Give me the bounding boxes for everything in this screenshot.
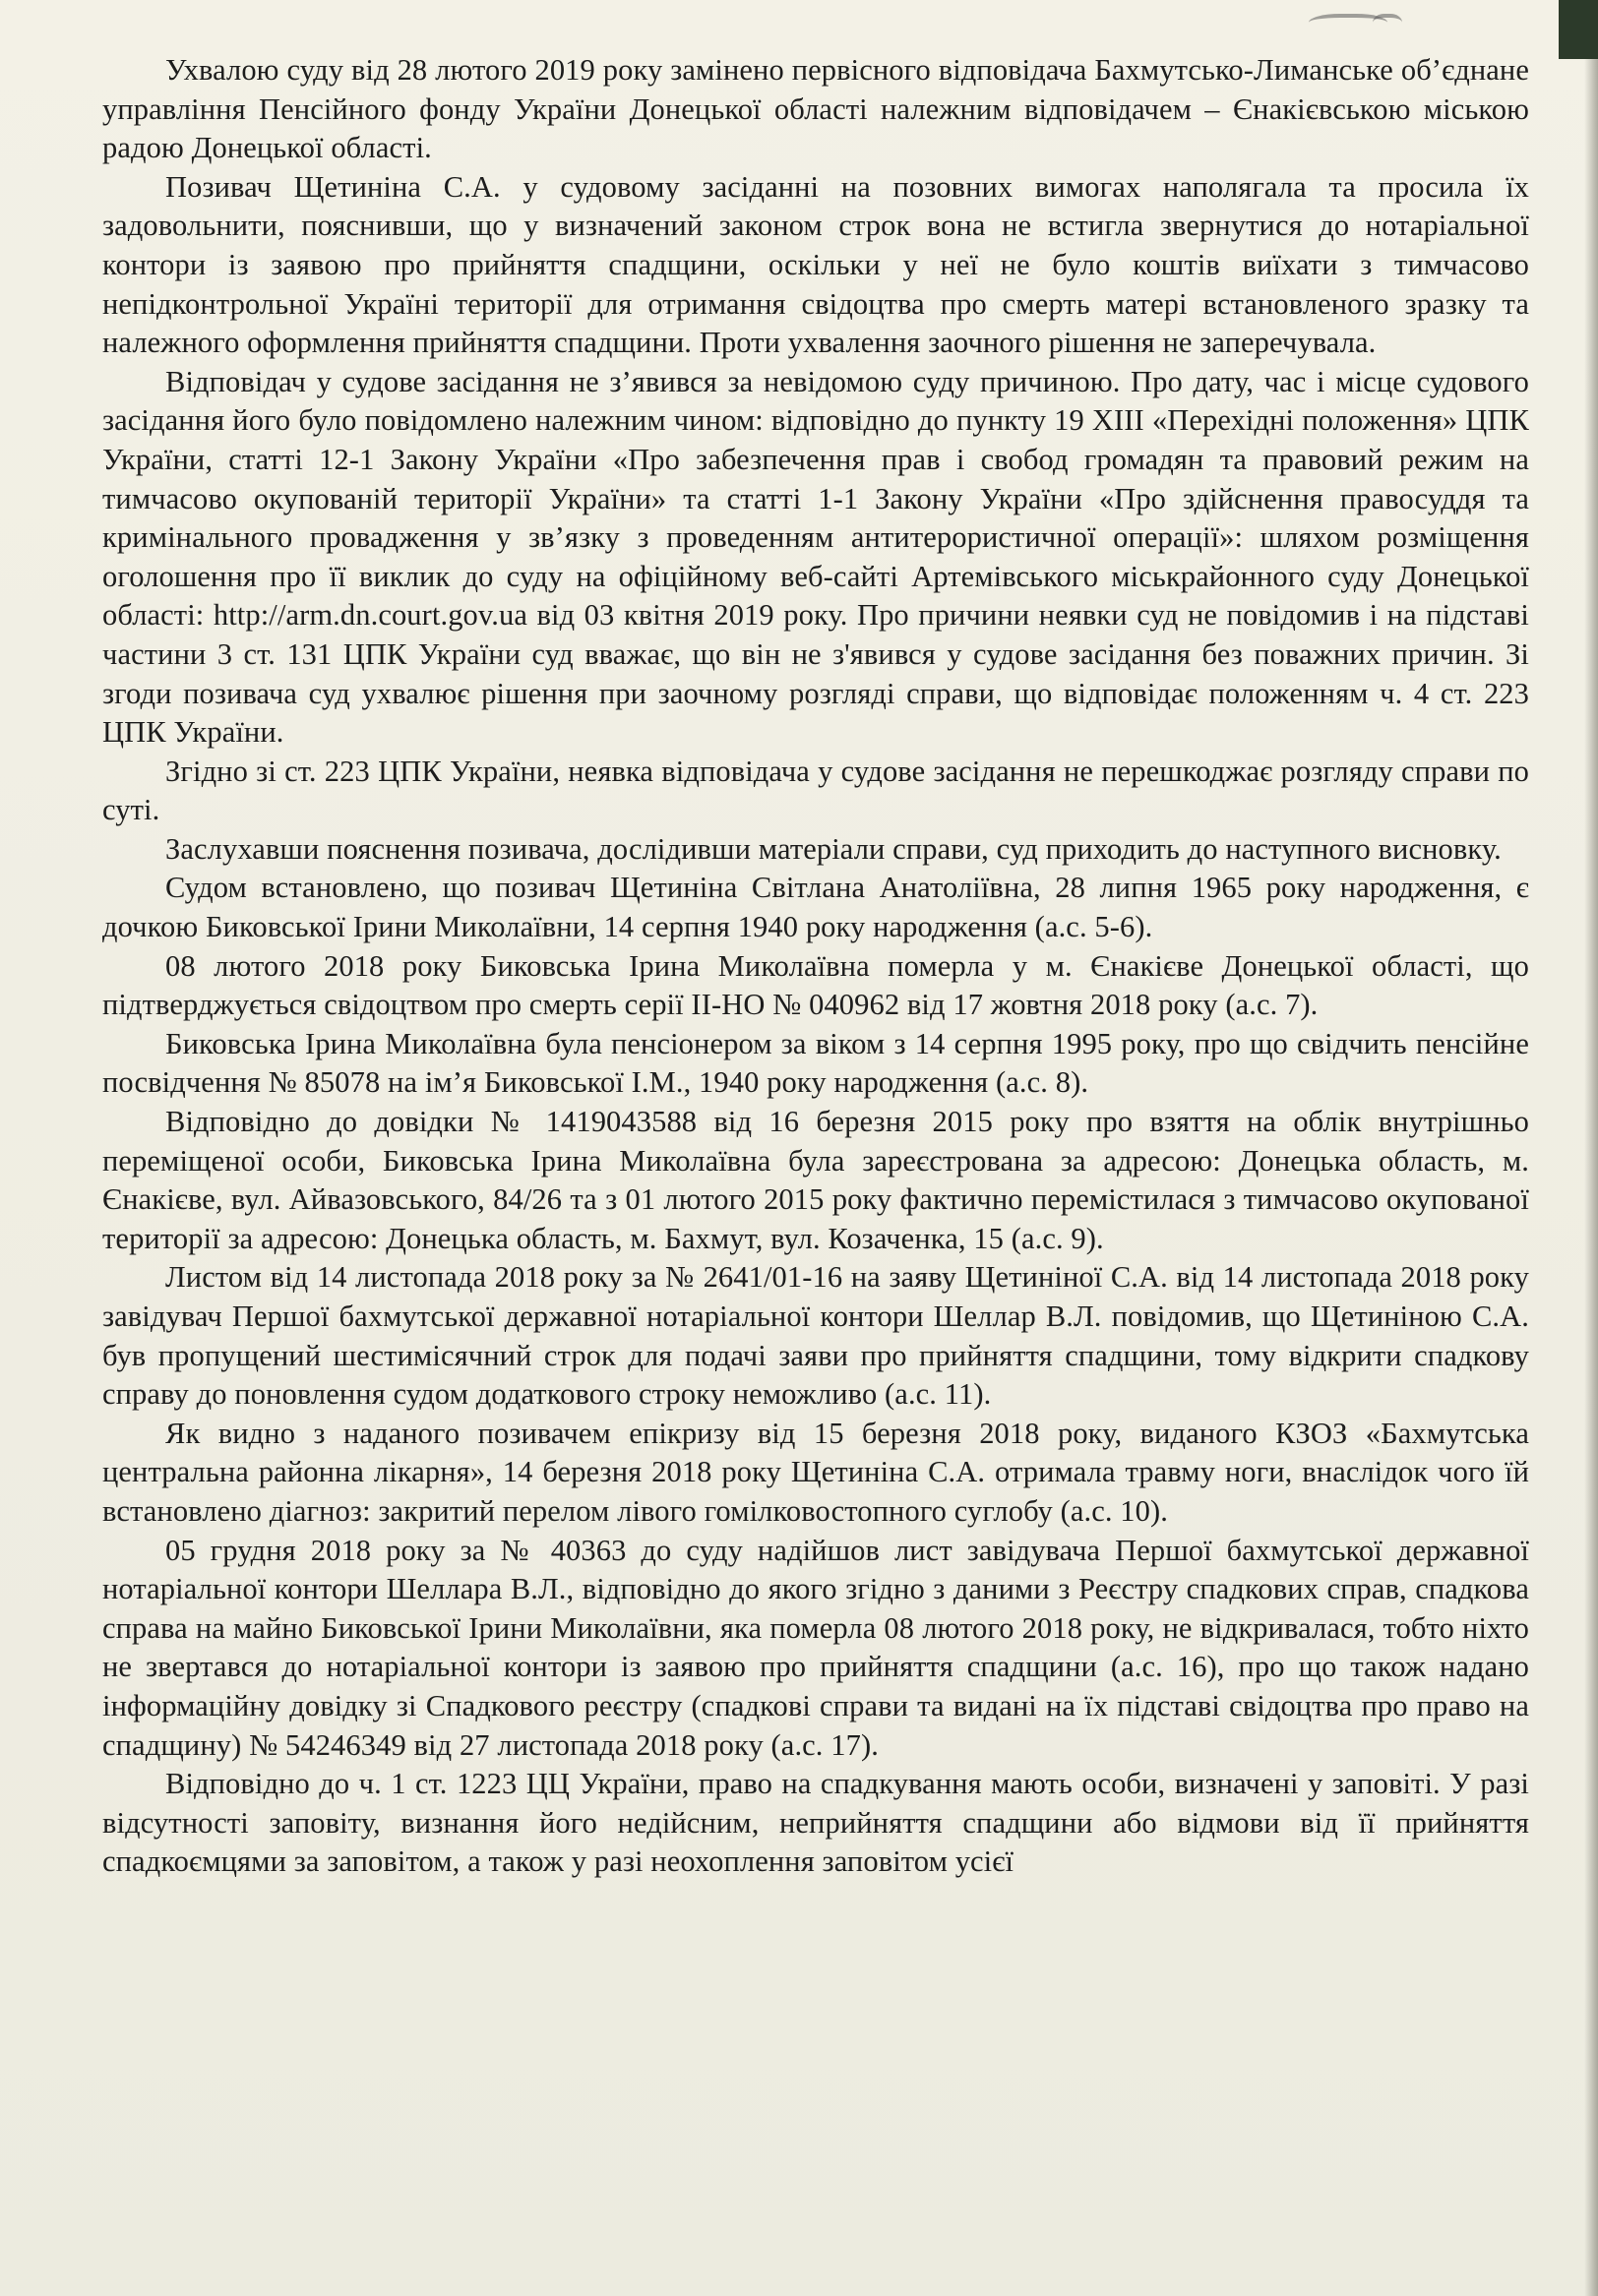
document-body <box>102 51 1529 1882</box>
scan-shadow-edge <box>1584 0 1598 2296</box>
paragraph: Як видно з наданого позивачем епікризу від 15 березня 2018 року, виданого КЗОЗ «Бахмутська центральна районна лікарня», 14 березня 2018 року Щетиніна С.А. отримала травму ноги, внаслідок чого їй встановлено діагноз: закритий перелом лівого гомілковостопного суглобу (а.с. 10). <box>102 1416 1529 1528</box>
paragraph: Відповідно до ч. 1 ст. 1223 ЦЦ України, право на спадкування мають особи, визначені у заповіті. У разі відсутності заповіту, визнання його недійсним, неприйняття спадщини або відмови від її прийняття спадкоємцями за заповітом, а також у разі неохоплення заповітом усієї <box>102 1767 1529 1879</box>
paragraph: Відповідач у судове засідання не з’явився за невідомою суду причиною. Про дату, час і місце судового засідання його було повідомлено належним чином: відповідно до пункту 19 XIII «Перехідні положення» ЦПК України, статті 12-1 Закону України «Про забезпечення прав і свобод громадян та правовий режим на тимчасово окупованій території України» та статті 1-1 Закону України «Про здійснення правосуддя та кримінального провадження у зв’язку з проведенням антитерористичної операції»: шляхом розміщення оголошення про її виклик до суду на офіційному веб-сайті Артемівського міськрайонного суду Донецької області: http://arm.dn.court.gov.ua від 03 квітня 2019 року. Про причини неявки суд не повідомив і на підставі частини 3 ст. 131 ЦПК України суд вважає, що він не з'явився у судове засідання без поважних причин. Зі згоди позивача суд ухвалює рішення при заочному розгляді справи, що відповідає положенням ч. 4 ст. 223 ЦПК України. <box>102 364 1529 750</box>
paragraph: Позивач Щетиніна С.А. у судовому засіданні на позовних вимогах наполягала та просила їх задовольнити, пояснивши, що у визначений законом строк вона не встигла звернутися до нотаріальної контори із заявою про прийняття спадщини, оскільки у неї не було коштів виїхати з тимчасово непідконтрольної Україні території для отримання свідоцтва про смерть матері встановленого зразку та належного оформлення прийняття спадщини. Проти ухвалення заочного рішення не заперечувала. <box>102 169 1529 360</box>
paragraph: Биковська Ірина Миколаївна була пенсіонером за віком з 14 серпня 1995 року, про що свідчить пенсійне посвідчення № 85078 на ім’я Биковської І.М., 1940 року народження (а.с. 8). <box>102 1026 1529 1100</box>
paragraph: 08 лютого 2018 року Биковська Ірина Миколаївна померла у м. Єнакієве Донецької області, що підтверджується свідоцтвом про смерть серії ІІ-НО № 040962 від 17 жовтня 2018 року (а.с. 7). <box>102 948 1529 1022</box>
paragraph: Ухвалою суду від 28 лютого 2019 року замінено первісного відповідача Бахмутсько-Лиманське об’єднане управління Пенсійного фонду України Донецької області належним відповідачем – Єнакієвською міською радою Донецької області. <box>102 53 1529 165</box>
scan-dark-corner <box>1559 0 1598 59</box>
paragraph: Відповідно до довідки № 1419043588 від 16 березня 2015 року про взяття на облік внутрішньо переміщеної особи, Биковська Ірина Миколаївна була зареєстрована за адресою: Донецька область, м. Єнакієве, вул. Айвазовського, 84/26 та з 01 лютого 2015 року фактично перемістилася з тимчасово окупованої території за адресою: Донецька область, м. Бахмут, вул. Козаченка, 15 (а.с. 9). <box>102 1105 1529 1255</box>
paragraph: Заслухавши пояснення позивача, дослідивши матеріали справи, суд приходить до наступного висновку. <box>165 831 1502 866</box>
paragraph: Згідно зі ст. 223 ЦПК України, неявка відповідача у судове засідання не перешкоджає розгляду справи по суті. <box>102 754 1529 827</box>
paragraph: 05 грудня 2018 року за № 40363 до суду надійшов лист завідувача Першої бахмутської державної нотаріальної контори Шеллара В.Л., відповідно до якого згідно з даними з Реєстру спадкових справ, спадкова справа на майно Биковської Ірини Миколаївни, яка померла 08 лютого 2018 року, не відкривалася, тобто ніхто не звертався до нотаріальної контори із заявою про прийняття спадщини (а.с. 16), про що також надано інформаційну довідку зі Спадкового реєстру (спадкові справи та видані на їх підставі свідоцтва про право на спадщину) № 54246349 від 27 листопада 2018 року (а.с. 17). <box>102 1533 1529 1762</box>
staple-mark <box>1373 14 1402 35</box>
paragraph: Судом встановлено, що позивач Щетиніна Світлана Анатоліївна, 28 липня 1965 року народження, є дочкою Биковської Ірини Миколаївни, 14 серпня 1940 року народження (а.с. 5-6). <box>102 871 1529 944</box>
paragraph: Листом від 14 листопада 2018 року за № 2641/01-16 на заяву Щетиніної С.А. від 14 листопада 2018 року завідувач Першої бахмутської державної нотаріальної контори Шеллар В.Л. повідомив, що Щетиніною С.А. був пропущений шестимісячний строк для подачі заяви про прийняття спадщини, тому відкрити спадкову справу до поновлення судом додаткового строку неможливо (а.с. 11). <box>102 1260 1529 1412</box>
